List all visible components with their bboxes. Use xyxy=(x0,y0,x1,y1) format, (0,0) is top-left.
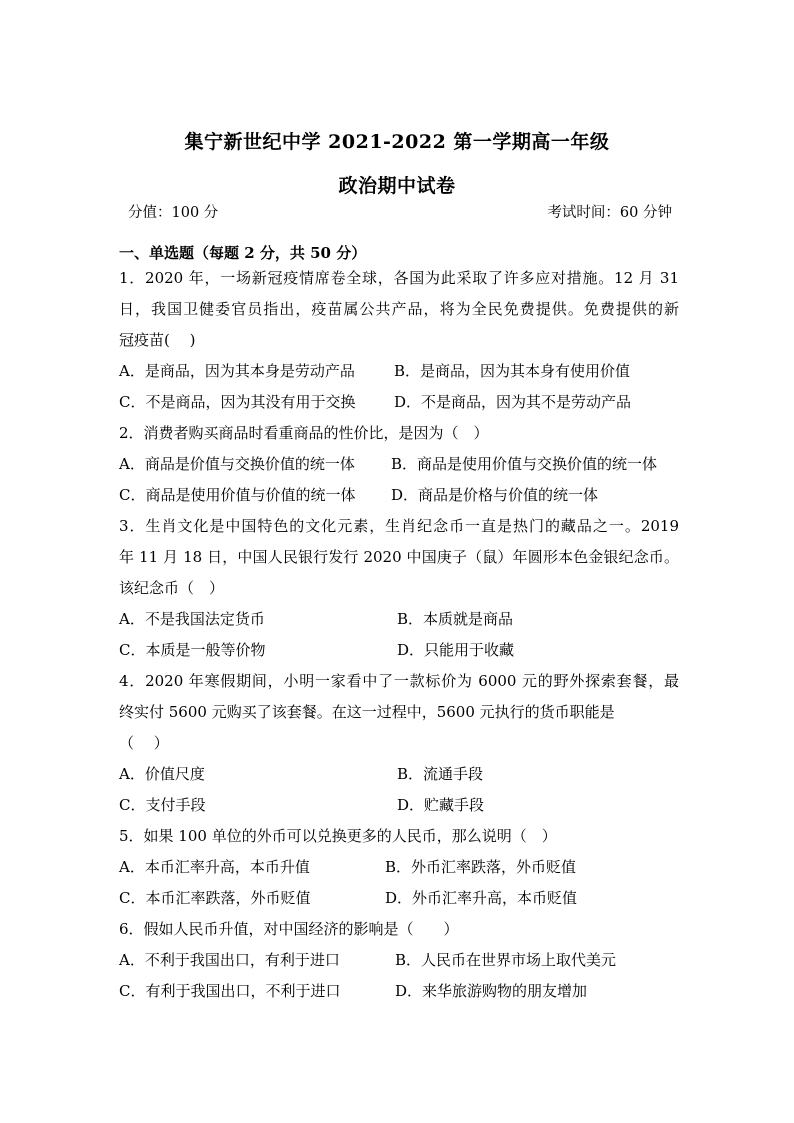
option-a: A．不是我国法定货币 xyxy=(119,610,265,628)
option-b: B．外币汇率跌落，外币贬值 xyxy=(385,858,577,876)
question-3 xyxy=(119,511,679,666)
question-text-line: 该纪念币（ ） xyxy=(119,579,225,597)
option-c: C．本币汇率跌落，外币贬值 xyxy=(119,889,311,907)
question-4 xyxy=(119,666,679,821)
option-b: B．流通手段 xyxy=(397,765,484,783)
option-b: B．是商品，因为其本身有使用价值 xyxy=(394,362,631,380)
option-c: C．支付手段 xyxy=(119,796,206,814)
exam-title: 集宁新世纪中学 2021-2022 第一学期高一年级 xyxy=(184,131,610,153)
question-text-line: 6．假如人民币升值，对中国经济的影响是（ ） xyxy=(119,920,459,938)
question-text-line: 冠疫苗( ) xyxy=(119,331,196,349)
option-d: D．不是商品，因为其不是劳动产品 xyxy=(394,393,632,411)
question-text-line: 1．2020 年，一场新冠疫情席卷全球，各国为此采取了许多应对措施。12 月 31 xyxy=(119,269,679,287)
option-d: D．外币汇率升高，本币贬值 xyxy=(385,889,578,907)
option-c: C．有利于我国出口，不利于进口 xyxy=(119,982,341,1000)
option-c: C．商品是使用价值与价值的统一体 xyxy=(119,486,356,504)
question-5 xyxy=(119,821,679,914)
exam-subtitle: 政治期中试卷 xyxy=(338,175,456,197)
option-a: A．不利于我国出口，有利于进口 xyxy=(119,951,340,969)
option-a: A．价值尺度 xyxy=(119,765,205,783)
score-info: 分值：100 分 xyxy=(128,205,219,221)
option-a: A．本币汇率升高，本币升值 xyxy=(119,858,310,876)
option-d: D．只能用于收藏 xyxy=(397,641,515,659)
question-text-line: 终实付 5600 元购买了该套餐。在这一过程中，5600 元执行的货币职能是 xyxy=(119,703,615,721)
option-d: D．贮藏手段 xyxy=(397,796,485,814)
option-b: B．人民币在世界市场上取代美元 xyxy=(395,951,617,969)
option-b: B．本质就是商品 xyxy=(397,610,514,628)
question-text-line: 年 11 月 18 日，中国人民银行发行 2020 中国庚子（鼠）年圆形本色金银纪念币。 xyxy=(119,548,679,566)
option-c: C．本质是一般等价物 xyxy=(119,641,266,659)
question-list xyxy=(119,263,679,1007)
option-d: D．商品是价格与价值的统一体 xyxy=(391,486,599,504)
question-text-line: （ ） xyxy=(119,734,169,752)
option-d: D．来华旅游购物的朋友增加 xyxy=(395,982,588,1000)
question-1 xyxy=(119,263,679,418)
option-a: A．是商品，因为其本身是劳动产品 xyxy=(119,362,355,380)
section-heading: 一、单选题（每题 2 分，共 50 分） xyxy=(119,244,367,262)
question-text-line: 4．2020 年寒假期间，小明一家看中了一款标价为 6000 元的野外探索套餐，最 xyxy=(119,672,679,690)
option-b: B．商品是使用价值与交换价值的统一体 xyxy=(391,455,658,473)
time-info: 考试时间：60 分钟 xyxy=(547,205,672,221)
question-text-line: 5．如果 100 单位的外币可以兑换更多的人民币，那么说明（ ） xyxy=(119,827,557,845)
question-6 xyxy=(119,914,679,1007)
question-text-line: 2．消费者购买商品时看重商品的性价比，是因为（ ） xyxy=(119,424,489,442)
question-2 xyxy=(119,418,679,511)
option-a: A．商品是价值与交换价值的统一体 xyxy=(119,455,355,473)
question-text-line: 3．生肖文化是中国特色的文化元素，生肖纪念币一直是热门的藏品之一。2019 xyxy=(119,517,679,535)
question-text-line: 日，我国卫健委官员指出，疫苗属公共产品，将为全民免费提供。免费提供的新 xyxy=(119,300,679,318)
option-c: C．不是商品，因为其没有用于交换 xyxy=(119,393,356,411)
